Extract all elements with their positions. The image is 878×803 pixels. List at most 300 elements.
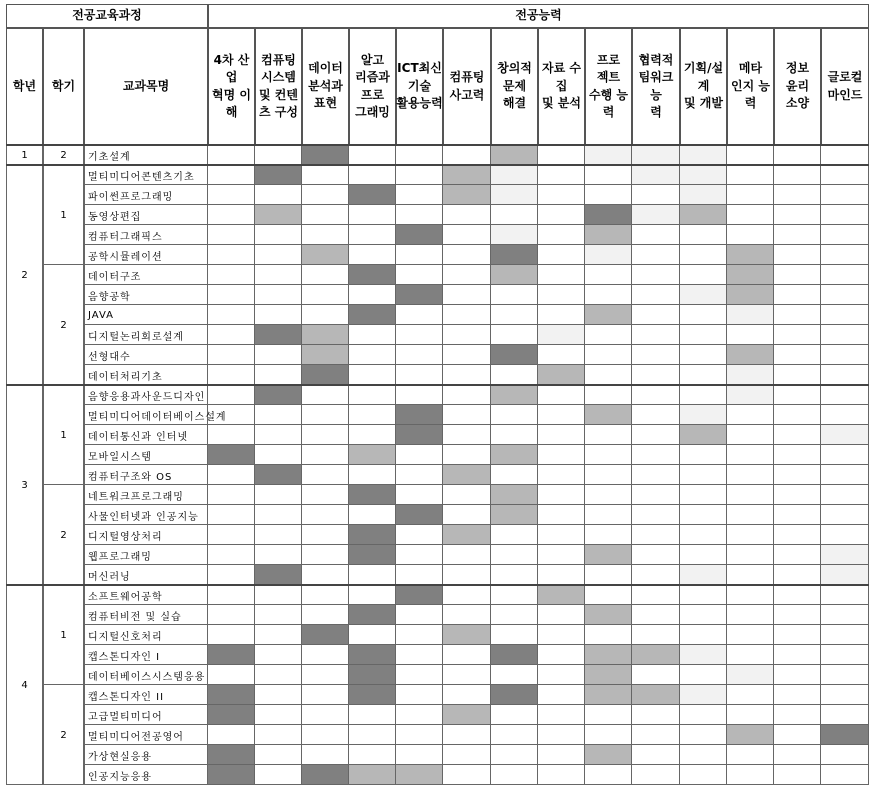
competency-cell: [349, 165, 396, 185]
competency-cell: [727, 445, 774, 465]
competency-cell: [443, 305, 491, 325]
competency-cell: [585, 705, 632, 725]
competency-cell: [585, 365, 632, 385]
competency-cell: [538, 345, 585, 365]
competency-cell: [208, 545, 255, 565]
competency-cell: [396, 205, 443, 225]
competency-label: 4차 산업 혁명 이 해: [212, 52, 251, 119]
competency-cell: [680, 425, 727, 445]
competency-cell: [491, 165, 538, 185]
semester-value: 2: [60, 319, 67, 331]
year-value: 4: [21, 679, 28, 691]
competency-cell: [443, 185, 491, 205]
competency-cell: [538, 285, 585, 305]
competency-cell: [208, 305, 255, 325]
competency-cell: [302, 725, 349, 745]
competency-cell: [774, 485, 821, 505]
competency-label: 프로 젝트 수행 능 력: [589, 52, 628, 119]
competency-cell: [349, 545, 396, 565]
competency-cell: [208, 765, 255, 785]
competency-cell: [208, 745, 255, 765]
competency-cell: [680, 325, 727, 345]
competency-cell: [208, 265, 255, 285]
competency-cell: [821, 505, 869, 525]
competency-cell: [208, 145, 255, 165]
competency-cell: [585, 225, 632, 245]
competency-cell: [821, 245, 869, 265]
competency-cell: [774, 525, 821, 545]
competency-cell: [727, 145, 774, 165]
competency-cell: [396, 645, 443, 665]
course-name: 음향응용과사운드디자인: [88, 391, 206, 403]
competency-cell: [208, 705, 255, 725]
competency-cell: [538, 525, 585, 545]
competency-cell: [680, 265, 727, 285]
competency-cell: [255, 545, 302, 565]
competency-cell: [538, 365, 585, 385]
competency-cell: [302, 565, 349, 585]
competency-cell: [585, 545, 632, 565]
course-name: 동영상편집: [88, 211, 142, 223]
competency-cell: [632, 425, 680, 445]
competency-cell: [727, 585, 774, 605]
competency-cell: [302, 645, 349, 665]
competency-label: 컴퓨팅 사고력: [449, 70, 485, 102]
competency-cell: [727, 725, 774, 745]
competency-cell: [255, 565, 302, 585]
competency-cell: [585, 205, 632, 225]
course-name: 컴퓨터비전 및 실습: [88, 611, 182, 623]
competency-cell: [443, 425, 491, 445]
competency-cell: [538, 245, 585, 265]
competency-cell: [396, 505, 443, 525]
competency-label: 창의적 문제 해결: [497, 61, 532, 111]
course-name: 캡스톤디자인 II: [88, 691, 165, 703]
competency-cell: [680, 525, 727, 545]
competency-cell: [255, 165, 302, 185]
competency-cell: [302, 425, 349, 445]
competency-cell: [396, 245, 443, 265]
competency-cell: [396, 305, 443, 325]
competency-cell: [349, 705, 396, 725]
competency-cell: [491, 705, 538, 725]
competency-cell: [774, 745, 821, 765]
course-name: 멀티미디어콘텐츠기초: [88, 171, 195, 183]
competency-cell: [774, 245, 821, 265]
competency-cell: [585, 605, 632, 625]
competency-cell: [632, 645, 680, 665]
competency-cell: [727, 185, 774, 205]
competency-cell: [349, 245, 396, 265]
competency-cell: [443, 205, 491, 225]
competency-cell: [491, 465, 538, 485]
competency-cell: [538, 265, 585, 285]
competency-cell: [632, 725, 680, 745]
competency-cell: [208, 425, 255, 445]
competency-cell: [821, 185, 869, 205]
competency-cell: [349, 565, 396, 585]
competency-cell: [443, 705, 491, 725]
competency-cell: [821, 645, 869, 665]
competency-cell: [727, 745, 774, 765]
course-name: 디지털신호처리: [88, 631, 163, 643]
competency-cell: [396, 705, 443, 725]
competency-cell: [396, 725, 443, 745]
competency-cell: [632, 625, 680, 645]
competency-cell: [302, 505, 349, 525]
competency-cell: [349, 405, 396, 425]
competency-cell: [208, 725, 255, 745]
competency-cell: [632, 345, 680, 365]
competency-cell: [585, 145, 632, 165]
competency-cell: [585, 405, 632, 425]
competency-cell: [349, 645, 396, 665]
competency-cell: [821, 265, 869, 285]
semester-value: 1: [60, 209, 67, 221]
competency-cell: [208, 465, 255, 485]
competency-cell: [349, 425, 396, 445]
competency-cell: [585, 665, 632, 685]
competency-cell: [302, 445, 349, 465]
competency-cell: [727, 605, 774, 625]
competency-cell: [255, 345, 302, 365]
competency-cell: [632, 225, 680, 245]
competency-cell: [255, 425, 302, 445]
competency-cell: [538, 145, 585, 165]
competency-cell: [727, 485, 774, 505]
course-name: 데이터통신과 인터넷: [88, 431, 189, 443]
competency-cell: [396, 765, 443, 785]
competency-cell: [255, 305, 302, 325]
competency-cell: [443, 445, 491, 465]
competency-cell: [632, 185, 680, 205]
competency-cell: [443, 465, 491, 485]
competency-cell: [491, 565, 538, 585]
course-header-text: 교과목명: [122, 78, 170, 93]
competency-cell: [774, 585, 821, 605]
competency-cell: [255, 605, 302, 625]
competency-cell: [680, 585, 727, 605]
competency-cell: [208, 485, 255, 505]
competency-cell: [774, 225, 821, 245]
competency-cell: [349, 505, 396, 525]
competency-cell: [396, 345, 443, 365]
competency-cell: [255, 365, 302, 385]
competency-cell: [255, 725, 302, 745]
competency-cell: [396, 445, 443, 465]
competency-cell: [585, 765, 632, 785]
year-separator: [6, 144, 869, 146]
competency-cell: [680, 565, 727, 585]
competency-cell: [255, 265, 302, 285]
competency-label: 알고 리즘과 프로 그래밍: [355, 52, 390, 119]
competency-cell: [774, 145, 821, 165]
competency-cell: [491, 365, 538, 385]
semester-value: 1: [60, 629, 67, 641]
competency-label: 정보 윤리 소양: [785, 61, 810, 111]
competency-cell: [632, 605, 680, 625]
competency-cell: [585, 585, 632, 605]
competency-cell: [680, 305, 727, 325]
competency-cell: [538, 465, 585, 485]
competency-cell: [302, 605, 349, 625]
competency-cell: [538, 725, 585, 745]
competency-cell: [302, 165, 349, 185]
competency-cell: [585, 745, 632, 765]
competency-cell: [491, 665, 538, 685]
competency-cell: [208, 165, 255, 185]
course-name: 데이터구조: [88, 271, 142, 283]
competency-cell: [443, 245, 491, 265]
competency-cell: [443, 605, 491, 625]
competency-cell: [302, 285, 349, 305]
competency-cell: [491, 405, 538, 425]
competency-cell: [255, 765, 302, 785]
competency-cell: [680, 485, 727, 505]
course-name: 캡스톤디자인 I: [88, 651, 161, 663]
competency-cell: [302, 525, 349, 545]
competency-cell: [680, 465, 727, 485]
competency-cell: [443, 685, 491, 705]
competency-cell: [491, 525, 538, 545]
competency-cell: [491, 545, 538, 565]
competency-cell: [585, 245, 632, 265]
competency-cell: [443, 645, 491, 665]
course-name: 가상현실응용: [88, 751, 152, 763]
course-name: 모바일시스템: [88, 451, 152, 463]
competency-cell: [727, 345, 774, 365]
competency-cell: [208, 625, 255, 645]
competency-cell: [396, 265, 443, 285]
year-separator: [6, 584, 869, 586]
competency-cell: [491, 585, 538, 605]
competency-cell: [255, 585, 302, 605]
year-value: 3: [21, 479, 28, 491]
competency-cell: [255, 485, 302, 505]
competency-cell: [538, 425, 585, 445]
competency-cell: [208, 525, 255, 545]
competency-cell: [208, 365, 255, 385]
competency-cell: [255, 645, 302, 665]
competency-cell: [727, 765, 774, 785]
competency-cell: [396, 485, 443, 505]
competency-cell: [443, 525, 491, 545]
competency-cell: [727, 565, 774, 585]
year-value: 1: [21, 149, 28, 161]
competency-cell: [443, 665, 491, 685]
course-name: 공학시뮬레이션: [88, 251, 163, 263]
competency-cell: [443, 345, 491, 365]
competency-cell: [349, 465, 396, 485]
competency-cell: [774, 265, 821, 285]
course-name: 소프트웨어공학: [88, 591, 163, 603]
competency-cell: [632, 285, 680, 305]
competency-cell: [680, 545, 727, 565]
competency-cell: [632, 765, 680, 785]
competency-cell: [443, 745, 491, 765]
competency-cell: [774, 705, 821, 725]
competency-cell: [774, 605, 821, 625]
competency-cell: [349, 485, 396, 505]
competency-cell: [396, 165, 443, 185]
competency-cell: [821, 685, 869, 705]
competency-cell: [349, 225, 396, 245]
competency-cell: [302, 685, 349, 705]
competency-cell: [632, 305, 680, 325]
competency-cell: [349, 765, 396, 785]
competency-cell: [821, 445, 869, 465]
competency-cell: [538, 405, 585, 425]
competency-cell: [632, 245, 680, 265]
competency-cell: [208, 605, 255, 625]
competency-cell: [632, 445, 680, 465]
competency-cell: [349, 585, 396, 605]
competency-cell: [491, 265, 538, 285]
competency-label: 협력적 팀워크 능 력: [638, 52, 674, 119]
competency-header-text: 전공능력: [515, 8, 562, 23]
competency-cell: [396, 285, 443, 305]
competency-cell: [774, 185, 821, 205]
competency-cell: [774, 425, 821, 445]
competency-cell: [727, 645, 774, 665]
competency-cell: [680, 285, 727, 305]
course-name: 선형대수: [88, 351, 131, 363]
competency-cell: [302, 185, 349, 205]
competency-cell: [680, 605, 727, 625]
competency-cell: [491, 385, 538, 405]
competency-cell: [302, 385, 349, 405]
competency-cell: [538, 205, 585, 225]
competency-cell: [632, 485, 680, 505]
competency-cell: [302, 305, 349, 325]
competency-cell: [443, 385, 491, 405]
year-separator: [6, 164, 869, 166]
competency-cell: [821, 345, 869, 365]
competency-cell: [821, 385, 869, 405]
competency-cell: [208, 245, 255, 265]
competency-cell: [821, 325, 869, 345]
competency-cell: [349, 285, 396, 305]
course-name: 데이터처리기초: [88, 371, 163, 383]
competency-cell: [680, 385, 727, 405]
competency-cell: [208, 445, 255, 465]
course-name: 웹프로그래밍: [88, 551, 152, 563]
competency-cell: [821, 765, 869, 785]
competency-cell: [727, 685, 774, 705]
competency-cell: [302, 345, 349, 365]
course-name: 인공지능응용: [88, 771, 152, 783]
competency-cell: [255, 505, 302, 525]
competency-cell: [443, 405, 491, 425]
competency-cell: [632, 505, 680, 525]
competency-cell: [538, 185, 585, 205]
competency-cell: [821, 565, 869, 585]
competency-cell: [443, 625, 491, 645]
competency-cell: [727, 325, 774, 345]
competency-cell: [727, 525, 774, 545]
competency-cell: [255, 445, 302, 465]
competency-cell: [208, 645, 255, 665]
competency-cell: [680, 765, 727, 785]
competency-cell: [396, 525, 443, 545]
competency-cell: [208, 505, 255, 525]
course-name: 데이터베이스시스템응용: [88, 671, 206, 683]
competency-cell: [680, 625, 727, 645]
competency-cell: [680, 505, 727, 525]
competency-cell: [349, 625, 396, 645]
competency-cell: [538, 165, 585, 185]
competency-cell: [821, 225, 869, 245]
semester-value: 2: [60, 729, 67, 741]
competency-cell: [538, 565, 585, 585]
competency-cell: [208, 325, 255, 345]
competency-cell: [538, 625, 585, 645]
competency-cell: [774, 385, 821, 405]
competency-cell: [349, 745, 396, 765]
competency-cell: [396, 465, 443, 485]
competency-cell: [774, 765, 821, 785]
competency-cell: [443, 265, 491, 285]
competency-cell: [632, 565, 680, 585]
competency-cell: [208, 405, 255, 425]
competency-cell: [632, 265, 680, 285]
competency-cell: [585, 445, 632, 465]
competency-cell: [302, 705, 349, 725]
competency-cell: [632, 665, 680, 685]
competency-cell: [491, 765, 538, 785]
course-name: 음향공학: [88, 291, 131, 303]
competency-cell: [443, 565, 491, 585]
semester-value: 2: [60, 529, 67, 541]
competency-cell: [349, 445, 396, 465]
competency-cell: [443, 505, 491, 525]
competency-cell: [538, 665, 585, 685]
competency-cell: [491, 725, 538, 745]
year-separator: [6, 384, 869, 386]
competency-cell: [585, 485, 632, 505]
competency-cell: [821, 705, 869, 725]
competency-cell: [443, 485, 491, 505]
competency-cell: [727, 245, 774, 265]
course-name: 사물인터넷과 인공지능: [88, 511, 199, 523]
competency-cell: [302, 545, 349, 565]
competency-cell: [396, 685, 443, 705]
competency-cell: [585, 645, 632, 665]
competency-cell: [727, 425, 774, 445]
competency-cell: [727, 665, 774, 685]
competency-cell: [774, 345, 821, 365]
competency-cell: [585, 265, 632, 285]
competency-cell: [774, 405, 821, 425]
competency-cell: [396, 745, 443, 765]
competency-cell: [443, 145, 491, 165]
competency-cell: [491, 145, 538, 165]
competency-cell: [491, 625, 538, 645]
competency-cell: [821, 605, 869, 625]
competency-cell: [208, 205, 255, 225]
competency-cell: [255, 665, 302, 685]
competency-cell: [349, 525, 396, 545]
competency-cell: [396, 545, 443, 565]
competency-cell: [302, 405, 349, 425]
competency-cell: [680, 345, 727, 365]
competency-cell: [208, 185, 255, 205]
competency-cell: [491, 685, 538, 705]
competency-cell: [396, 425, 443, 445]
competency-cell: [491, 645, 538, 665]
competency-cell: [255, 185, 302, 205]
competency-cell: [302, 145, 349, 165]
